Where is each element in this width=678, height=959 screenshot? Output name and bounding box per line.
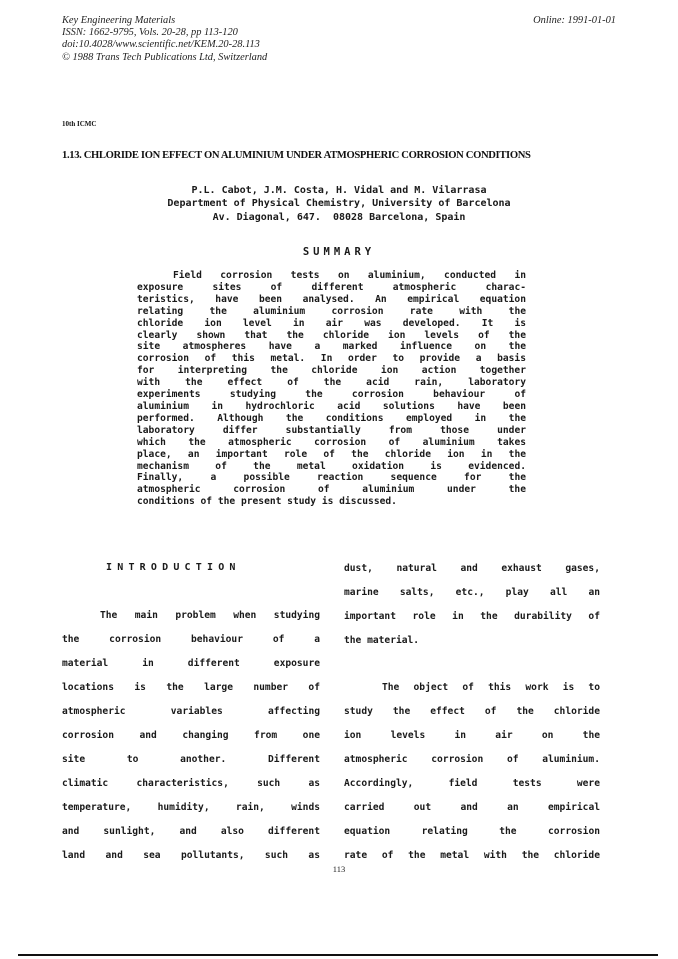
body-line: the corrosion behaviour of a [62, 634, 320, 645]
abstract-line: aluminium in hydrochloric acid solutions have been [137, 400, 526, 412]
summary-heading: SUMMARY [302, 246, 376, 258]
body-line: atmospheric corrosion of aluminium. [344, 754, 600, 765]
abstract-line: for interpreting the chloride ion action together [137, 365, 526, 377]
body-line: locations is the large number of [62, 682, 320, 693]
abstract-line: chloride ion level in air was developed. It is [137, 317, 526, 329]
abstract-line: conditions of the present study is discussed. [137, 496, 397, 508]
journal-metadata [62, 15, 267, 64]
copyright-line: © 1988 Trans Tech Publications Ltd, Switzerland [62, 51, 268, 63]
conference-label: 10th ICMC [62, 120, 97, 128]
author-address: Av. Diagonal, 647. 08028 Barcelona, Spain [212, 211, 466, 223]
abstract-line: laboratory differ substantially from those under [137, 424, 526, 436]
author-names: P.L. Cabot, J.M. Costa, H. Vidal and M. Vilarrasa [191, 185, 487, 196]
abstract-line: place, an important role of the chloride ion in the [137, 448, 526, 460]
body-line: The main problem when studying [100, 610, 320, 621]
abstract-line: Field corrosion tests on aluminium, conducted in [173, 270, 526, 281]
body-line: temperature, humidity, rain, winds [62, 802, 320, 813]
introduction-heading: INTRODUCTION [106, 562, 241, 573]
body-line: material in different exposure [62, 658, 320, 669]
abstract-line: teristics, have been analysed. An empirical equation [137, 293, 526, 305]
abstract-text [137, 270, 526, 508]
paper-title: 1.13. CHLORIDE ION EFFECT ON ALUMINIUM UNDER ATMOSPHERIC CORROSION CONDITIONS [62, 150, 531, 161]
abstract-line: exposure sites of different atmospheric charac- [137, 281, 526, 293]
body-line: corrosion and changing from one [62, 730, 320, 741]
body-line: rate of the metal with the chloride [344, 850, 600, 861]
abstract-line: with the effect of the acid rain, laboratory [137, 377, 526, 389]
body-line: atmospheric variables affecting [62, 706, 320, 717]
body-line: climatic characteristics, such as [62, 778, 320, 789]
body-line: ion levels in air on the [344, 730, 600, 741]
abstract-line: clearly shown that the chloride ion levels of the [137, 329, 526, 341]
abstract-line: Finally, a possible reaction sequence for the [137, 472, 526, 484]
body-line: Accordingly, field tests were [344, 778, 600, 789]
bottom-rule [18, 954, 658, 956]
body-line: the material. [344, 635, 420, 646]
body-line: The object of this work is to [382, 682, 600, 693]
abstract-line: performed. Although the conditions employed in the [137, 412, 526, 424]
body-line: dust, natural and exhaust gases, [344, 563, 600, 574]
abstract-line: corrosion of this metal. In order to provide a basis [137, 353, 526, 365]
abstract-line: relating the aluminium corrosion rate with the [137, 305, 526, 317]
page-number: 113 [332, 864, 346, 874]
issn-line: ISSN: 1662-9795, Vols. 20-28, pp 113-120 [62, 27, 238, 39]
body-line: equation relating the corrosion [344, 826, 600, 837]
author-affiliation: Department of Physical Chemistry, University of Barcelona [167, 198, 511, 210]
abstract-line: which the atmospheric corrosion of aluminium takes [137, 436, 526, 448]
abstract-line: experiments studying the corrosion behaviour of [137, 389, 526, 401]
doi-line: doi:10.4028/www.scientific.net/KEM.20-28.113 [62, 39, 260, 51]
abstract-line: mechanism of the metal oxidation is evidenced. [137, 460, 526, 472]
body-line: marine salts, etc., play all an [344, 587, 600, 598]
body-line: carried out and an empirical [344, 802, 600, 813]
body-line: study the effect of the chloride [344, 706, 600, 717]
online-date: Online: 1991-01-01 [533, 15, 616, 26]
body-line: and sunlight, and also different [62, 826, 320, 837]
body-line: land and sea pollutants, such as [62, 850, 320, 861]
abstract-line: site atmospheres have a marked influence on the [137, 341, 526, 353]
journal-name: Key Engineering Materials [62, 15, 176, 26]
body-line: important role in the durability of [344, 611, 600, 622]
body-line: site to another. Different [62, 754, 320, 765]
abstract-line: atmospheric corrosion of aluminium under the [137, 484, 526, 496]
author-block [0, 184, 678, 224]
